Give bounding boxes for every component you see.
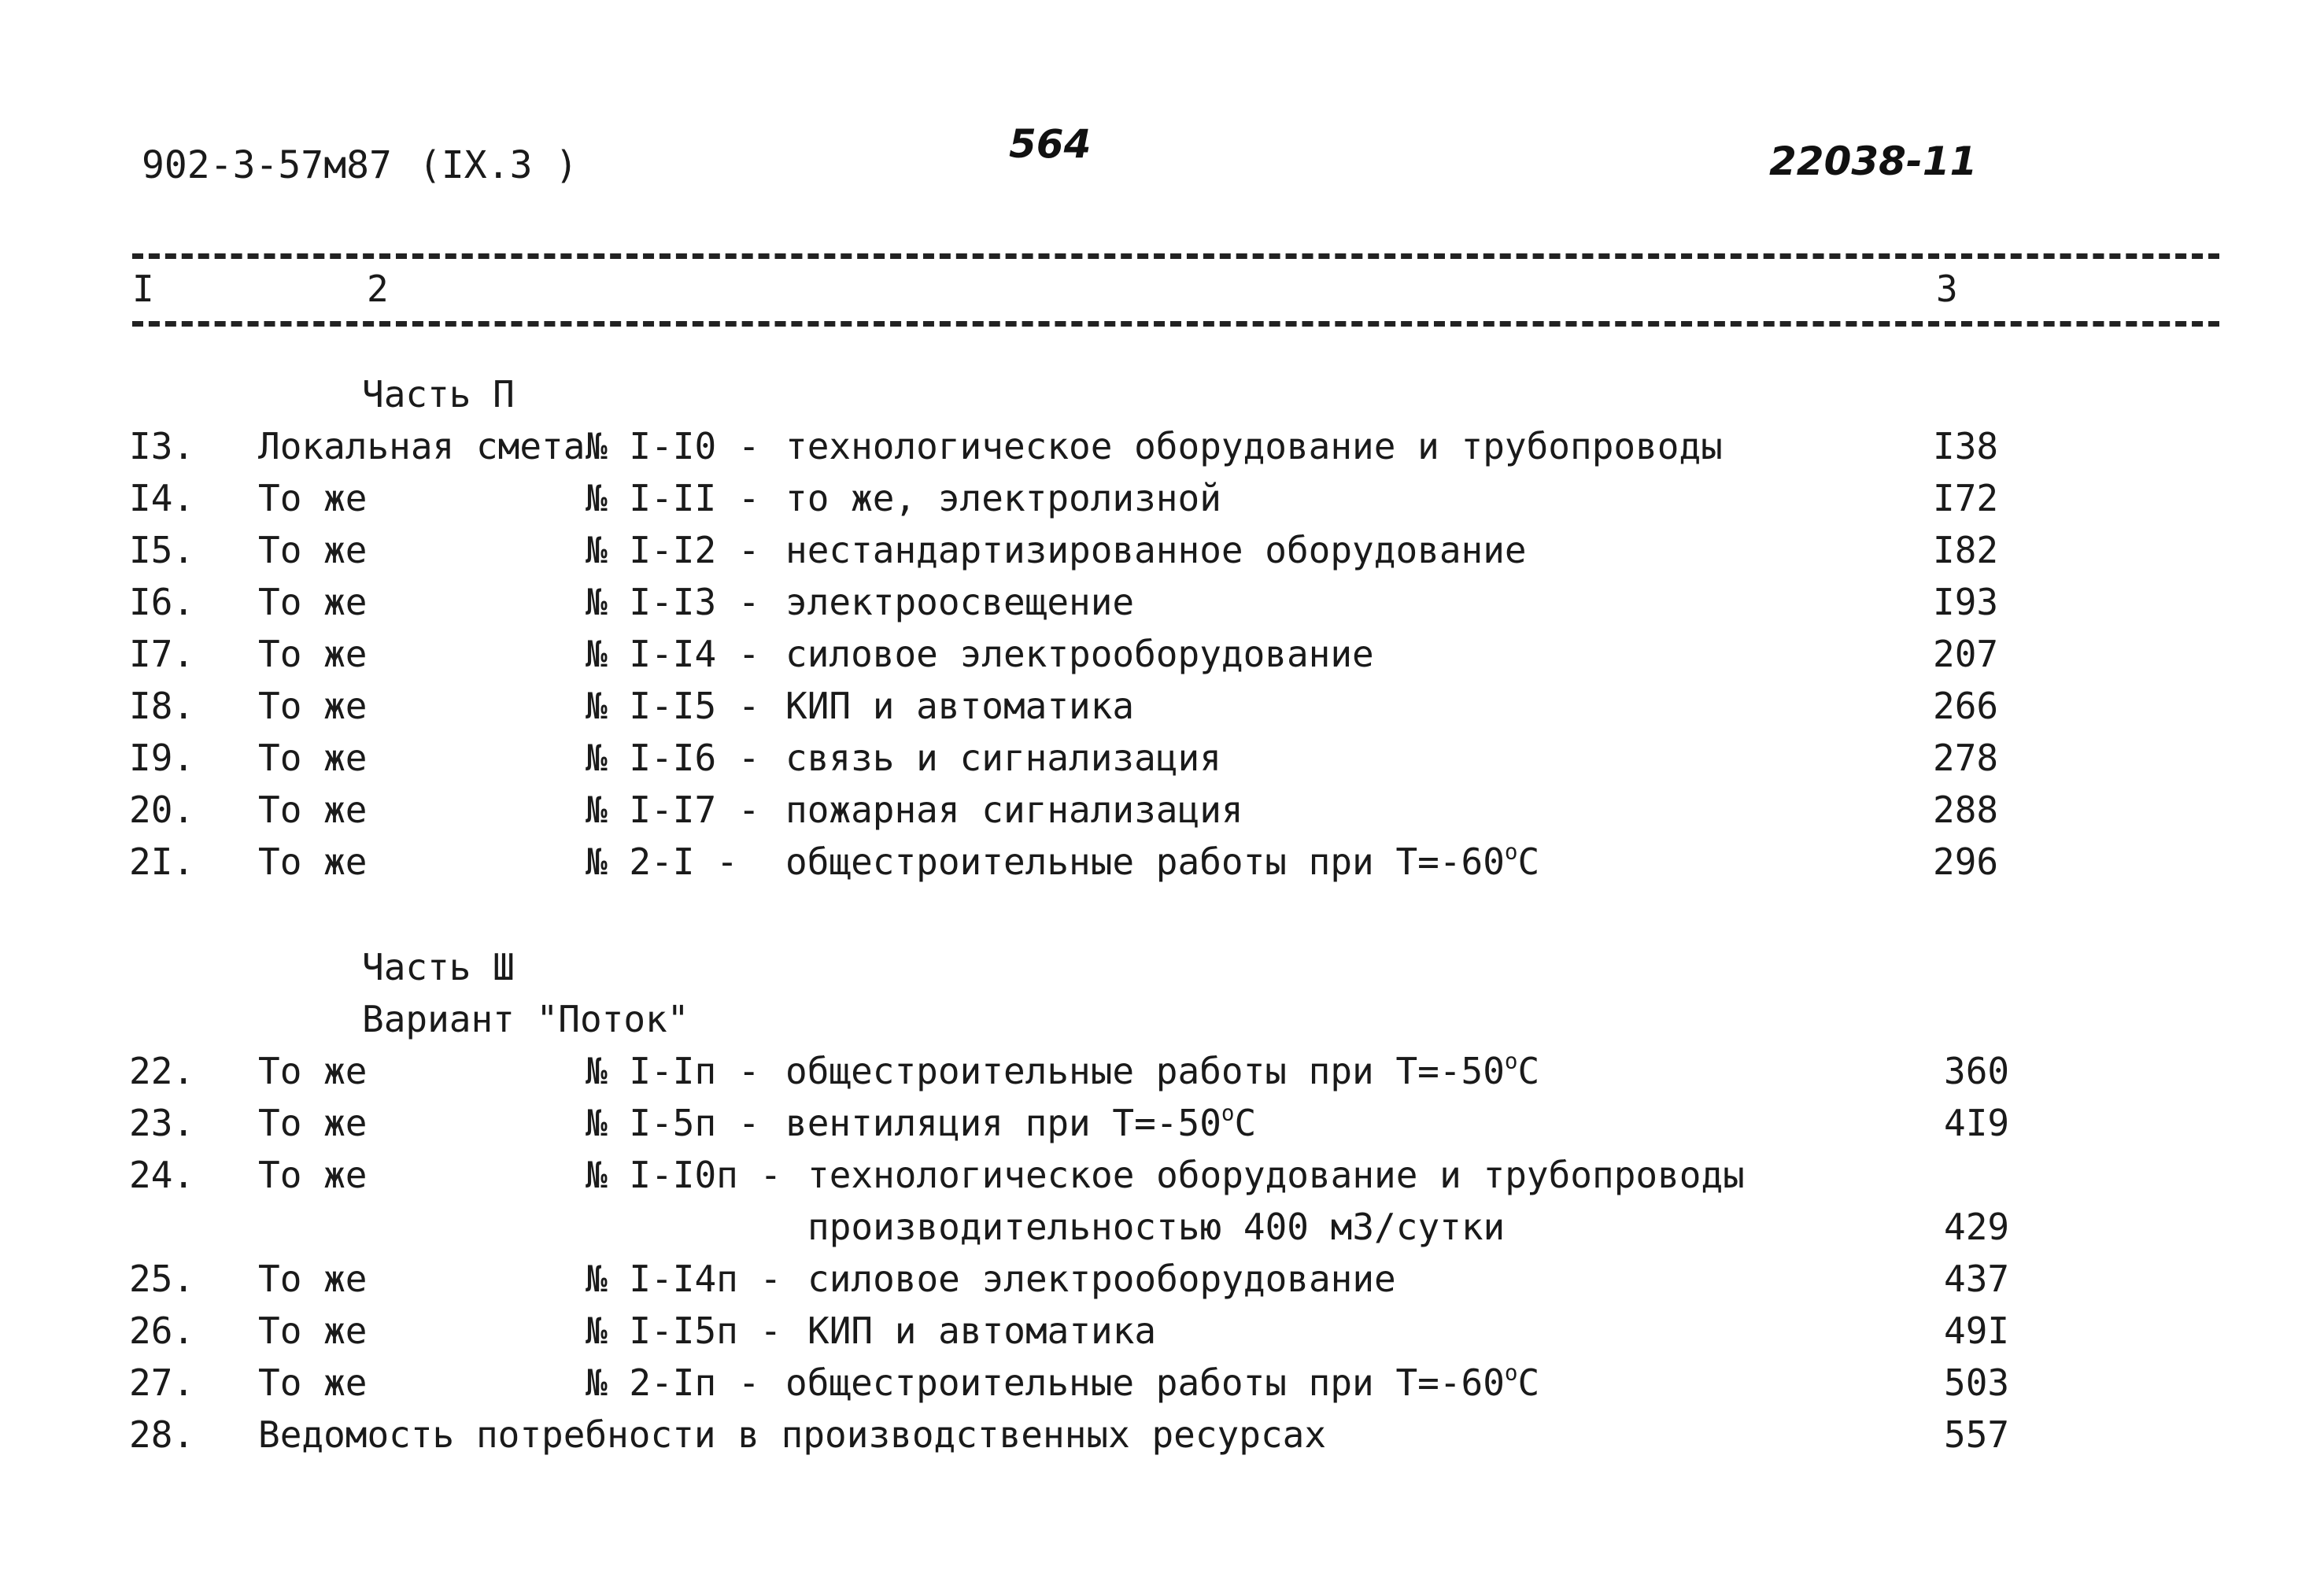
degree-sign: о <box>1504 838 1518 865</box>
row-name: То же <box>258 685 368 727</box>
row-description <box>785 838 1540 883</box>
row-name: То же <box>258 737 368 779</box>
degree-sign: о <box>1221 1099 1235 1126</box>
column-header-1: I <box>132 268 154 310</box>
unit-celsius: С <box>1517 840 1540 883</box>
row-estimate-code: № I-I3 - <box>586 581 760 623</box>
row-name: То же <box>258 581 368 623</box>
row-estimate-code: № I-I5п - <box>586 1309 782 1352</box>
row-name: То же <box>258 1102 368 1144</box>
dashed-rule-top <box>132 253 2219 259</box>
row-description: КИП и автоматика <box>807 1309 1157 1352</box>
row-description: силовое электрооборудование <box>785 633 1374 675</box>
description-text: общестроительные работы при Т=-60 <box>785 840 1505 883</box>
row-name: То же <box>258 1309 368 1352</box>
row-description <box>785 1359 1540 1404</box>
row-number: 20. <box>129 789 195 831</box>
row-estimate-code: № I-I2 - <box>586 529 760 571</box>
row-description: связь и сигнализация <box>785 737 1221 779</box>
row-description: пожарная сигнализация <box>785 789 1243 831</box>
row-page: 557 <box>1944 1413 2010 1456</box>
row-name: То же <box>258 1361 368 1404</box>
row-number: 28. <box>129 1413 195 1456</box>
dashed-rule-bottom <box>132 321 2219 327</box>
row-description: технологическое оборудование и трубопроводы <box>807 1154 1745 1196</box>
inventory-number: 22038-11 <box>1769 139 1978 184</box>
row-estimate-code: № I-I4 - <box>586 633 760 675</box>
row-estimate-code: № I-II - <box>586 477 760 519</box>
unit-celsius: С <box>1234 1102 1257 1144</box>
document-code: 902-3-57м87 <box>142 143 392 187</box>
row-description: то же, электролизной <box>785 477 1221 519</box>
row-description: силовое электрооборудование <box>807 1258 1396 1300</box>
row-estimate-code: № 2-Iп - <box>586 1361 760 1404</box>
row-description: нестандартизированное оборудование <box>785 529 1527 571</box>
row-number: I7. <box>129 633 195 675</box>
final-row-text: Ведомость потребности в производственных ресурсах <box>258 1413 1327 1456</box>
row-page: 288 <box>1933 789 1999 831</box>
row-name: Локальная смета <box>258 425 586 467</box>
row-number: I3. <box>129 425 195 467</box>
column-header-3: 3 <box>1936 268 1958 310</box>
section-number: (IX.3 ) <box>419 143 578 187</box>
row-number: 23. <box>129 1102 195 1144</box>
row-name: То же <box>258 840 368 883</box>
row-estimate-code: № 2-I - <box>586 840 738 883</box>
row-name: То же <box>258 633 368 675</box>
row-number: 24. <box>129 1154 195 1196</box>
row-estimate-code: № I-5п - <box>586 1102 760 1144</box>
row-estimate-code: № I-I4п - <box>586 1258 782 1300</box>
page-number: 564 <box>1009 121 1092 167</box>
row-description: технологическое оборудование и трубопроводы <box>785 425 1723 467</box>
row-name: То же <box>258 529 368 571</box>
row-name: То же <box>258 1258 368 1300</box>
row-page: 266 <box>1933 685 1999 727</box>
row-estimate-code: № I-I5 - <box>586 685 760 727</box>
description-text: вентиляция при Т=-50 <box>785 1102 1221 1144</box>
row-number: I9. <box>129 737 195 779</box>
row-page: I72 <box>1933 477 1999 519</box>
degree-sign: о <box>1504 1047 1518 1074</box>
row-number: I8. <box>129 685 195 727</box>
degree-sign: о <box>1504 1359 1518 1386</box>
row-page: 49I <box>1944 1309 2010 1352</box>
row-name: То же <box>258 477 368 519</box>
row-page: 207 <box>1933 633 1999 675</box>
row-estimate-code: № I-Iп - <box>586 1050 760 1092</box>
row-name: То же <box>258 1050 368 1092</box>
variant-title: Вариант "Поток" <box>362 998 689 1040</box>
row-page: 278 <box>1933 737 1999 779</box>
row-page: 429 <box>1944 1206 2010 1248</box>
row-name: То же <box>258 789 368 831</box>
row-page: 4I9 <box>1944 1102 2010 1144</box>
row-description: электроосвещение <box>785 581 1135 623</box>
row-name: То же <box>258 1154 368 1196</box>
row-number: 26. <box>129 1309 195 1352</box>
unit-celsius: С <box>1517 1361 1540 1404</box>
row-estimate-code: № I-I6 - <box>586 737 760 779</box>
row-number: 22. <box>129 1050 195 1092</box>
row-page: I93 <box>1933 581 1999 623</box>
row-estimate-code: № I-I0п - <box>586 1154 782 1196</box>
row-number: I4. <box>129 477 195 519</box>
row-description <box>785 1047 1540 1092</box>
row-estimate-code: № I-I0 - <box>586 425 760 467</box>
description-text: общестроительные работы при Т=-50 <box>785 1050 1505 1092</box>
row-page: I38 <box>1933 425 1999 467</box>
row-estimate-code: № I-I7 - <box>586 789 760 831</box>
row-page: 360 <box>1944 1050 2010 1092</box>
row-description-continued: производительностью 400 м3/сутки <box>807 1206 1506 1248</box>
row-page: 437 <box>1944 1258 2010 1300</box>
row-number: I5. <box>129 529 195 571</box>
row-page: I82 <box>1933 529 1999 571</box>
unit-celsius: С <box>1517 1050 1540 1092</box>
part-3-title: Часть Ш <box>362 946 515 988</box>
row-page: 296 <box>1933 840 1999 883</box>
row-number: 27. <box>129 1361 195 1404</box>
row-number: 2I. <box>129 840 195 883</box>
row-page: 503 <box>1944 1361 2010 1404</box>
row-number: I6. <box>129 581 195 623</box>
column-header-2: 2 <box>367 268 389 310</box>
row-description <box>785 1099 1257 1144</box>
row-description: КИП и автоматика <box>785 685 1135 727</box>
description-text: общестроительные работы при Т=-60 <box>785 1361 1505 1404</box>
row-number: 25. <box>129 1258 195 1300</box>
part-2-title: Часть П <box>362 373 515 416</box>
